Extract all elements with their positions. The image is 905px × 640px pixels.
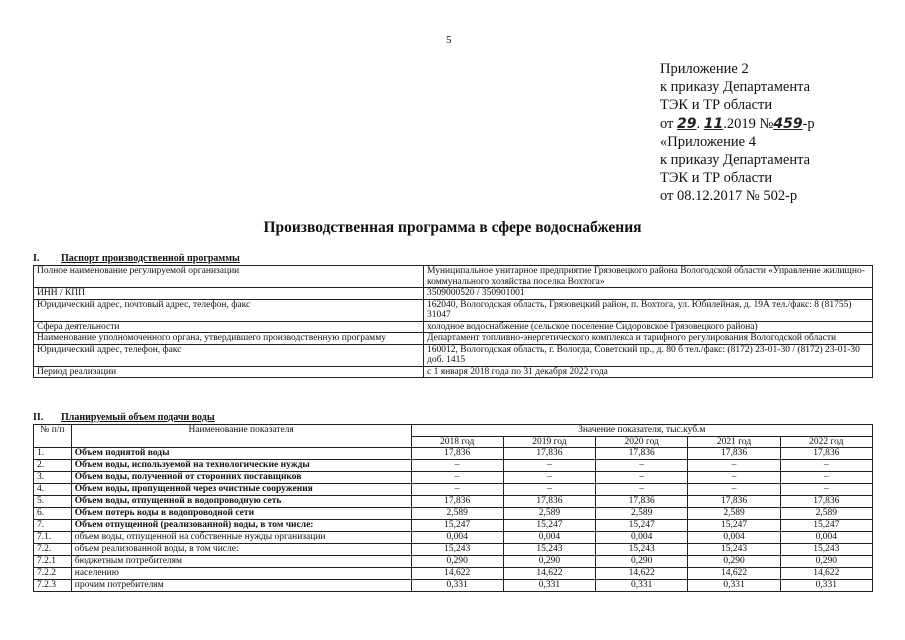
row-value: – xyxy=(780,472,872,484)
year-header: 2022 год xyxy=(780,436,872,448)
row-value: 2,589 xyxy=(688,508,780,520)
passport-table xyxy=(33,265,873,378)
annex-line-1: Приложение 2 xyxy=(660,61,749,77)
passport-value: Департамент топливно-энергетического комплекса и тарифного регулирования Вологодской области xyxy=(424,333,873,345)
row-value: 2,589 xyxy=(596,508,688,520)
passport-key: Юридический адрес, телефон, факс xyxy=(34,344,424,366)
row-name: Объем воды, используемой на технологические нужды xyxy=(71,460,411,472)
annex-line-7: ТЭК и ТР области xyxy=(660,170,773,187)
year-header: 2018 год xyxy=(411,436,503,448)
col-name-header: Наименование показателя xyxy=(71,425,411,448)
row-value: – xyxy=(780,484,872,496)
row-name: бюджетным потребителям xyxy=(71,556,411,568)
section-1-heading xyxy=(33,253,240,264)
annex-block xyxy=(660,60,815,206)
row-name: Объем воды, полученной от сторонних поставщиков xyxy=(71,472,411,484)
year-header: 2019 год xyxy=(503,436,595,448)
water-volume-table xyxy=(33,424,873,592)
table-row xyxy=(34,508,873,520)
row-value: 15,243 xyxy=(688,544,780,556)
row-value: 15,243 xyxy=(411,544,503,556)
row-name: объем воды, отпущенной на собственные нужды организации xyxy=(71,532,411,544)
section-1-number: I. xyxy=(33,253,40,264)
table-row xyxy=(34,460,873,472)
row-value: 0,331 xyxy=(780,580,872,592)
table-row xyxy=(34,532,873,544)
annex-order-suffix: -р xyxy=(802,115,815,132)
row-number: 7.2.1 xyxy=(34,556,72,568)
row-value: 2,589 xyxy=(780,508,872,520)
annex-date-sep: . xyxy=(696,115,701,132)
table-row xyxy=(34,556,873,568)
row-value: 14,622 xyxy=(411,568,503,580)
row-value: 17,836 xyxy=(688,448,780,460)
passport-key: Юридический адрес, почтовый адрес, телефон, факс xyxy=(34,299,424,321)
row-name: Объем потерь воды в водопроводной сети xyxy=(71,508,411,520)
row-value: 0,331 xyxy=(411,580,503,592)
row-value: – xyxy=(411,460,503,472)
passport-value: 162040, Вологодская область, Грязовецкий район, п. Вохтога, ул. Юбилейная, д. 19А тел./факс: 8 (81755) 31047 xyxy=(424,299,873,321)
table-row xyxy=(34,544,873,556)
passport-key: Полное наименование регулируемой организации xyxy=(34,266,424,288)
passport-value: Муниципальное унитарное предприятие Грязовецкого района Вологодской области «Управление жилищно-коммунального хозяйства поселка Вохтога» xyxy=(424,266,873,288)
row-value: – xyxy=(503,460,595,472)
annex-date-year: .2019 № xyxy=(723,115,774,132)
row-value: 0,004 xyxy=(780,532,872,544)
table-row xyxy=(34,496,873,508)
row-value: 17,836 xyxy=(503,496,595,508)
row-value: 0,290 xyxy=(688,556,780,568)
section-2-number: II. xyxy=(33,412,44,423)
row-name: Объем воды, пропущенной через очистные сооружения xyxy=(71,484,411,496)
row-value: 15,243 xyxy=(503,544,595,556)
annex-line-2: к приказу Департамента xyxy=(660,79,811,96)
col-values-header: Значение показателя, тыс.куб.м xyxy=(411,425,872,437)
row-value: 0,331 xyxy=(688,580,780,592)
row-value: 0,004 xyxy=(688,532,780,544)
row-name: Объем воды, отпущенной в водопроводную сеть xyxy=(71,496,411,508)
row-name: населению xyxy=(71,568,411,580)
row-number: 7.2. xyxy=(34,544,72,556)
section-1-title: Паспорт производственной программы xyxy=(61,253,240,264)
row-value: 15,247 xyxy=(780,520,872,532)
table-row xyxy=(34,520,873,532)
row-number: 1. xyxy=(34,448,72,460)
row-value: – xyxy=(688,460,780,472)
document-title: Производственная программа в сфере водоснабжения xyxy=(263,219,642,236)
row-number: 7.1. xyxy=(34,532,72,544)
row-value: 0,290 xyxy=(411,556,503,568)
handwritten-month: 11 xyxy=(703,115,724,132)
row-value: 17,836 xyxy=(411,496,503,508)
section-2-heading xyxy=(33,412,215,423)
passport-value: холодное водоснабжение (сельское поселение Сидоровское Грязовецкого района) xyxy=(424,321,873,333)
row-value: 2,589 xyxy=(503,508,595,520)
passport-value: 160012, Вологодская область, г. Вологда, Советский пр., д. 80 б тел./факс: (8172) 23-01-30 / (8172) 23-01-30 доб. 1415 xyxy=(424,344,873,366)
row-name: прочим потребителям xyxy=(71,580,411,592)
row-number: 7.2.3 xyxy=(34,580,72,592)
annex-line-8: от 08.12.2017 № 502-р xyxy=(660,188,798,205)
row-value: 14,622 xyxy=(688,568,780,580)
row-value: 17,836 xyxy=(688,496,780,508)
section-2-title: Планируемый объем подачи воды xyxy=(61,412,215,423)
passport-row xyxy=(34,366,873,378)
row-value: 15,243 xyxy=(596,544,688,556)
row-value: 14,622 xyxy=(503,568,595,580)
row-value: 0,331 xyxy=(596,580,688,592)
row-value: 0,004 xyxy=(503,532,595,544)
annex-line-3: ТЭК и ТР области xyxy=(660,97,773,114)
passport-key: Сфера деятельности xyxy=(34,321,424,333)
row-value: 17,836 xyxy=(780,448,872,460)
row-number: 2. xyxy=(34,460,72,472)
table-row xyxy=(34,448,873,460)
row-number: 7. xyxy=(34,520,72,532)
table-row xyxy=(34,472,873,484)
row-value: 17,836 xyxy=(411,448,503,460)
row-number: 3. xyxy=(34,472,72,484)
table-row xyxy=(34,568,873,580)
row-value: – xyxy=(503,484,595,496)
row-value: – xyxy=(780,460,872,472)
annex-line-4 xyxy=(660,115,815,133)
row-value: 0,004 xyxy=(411,532,503,544)
handwritten-order-number: 459 xyxy=(773,115,803,132)
row-value: 0,290 xyxy=(503,556,595,568)
row-value: – xyxy=(596,460,688,472)
passport-value: с 1 января 2018 года по 31 декабря 2022 года xyxy=(424,366,873,378)
row-number: 7.2.2 xyxy=(34,568,72,580)
row-value: – xyxy=(688,484,780,496)
page-number: 5 xyxy=(446,34,452,46)
row-value: – xyxy=(596,484,688,496)
passport-row xyxy=(34,333,873,345)
row-value: 17,836 xyxy=(503,448,595,460)
col-number-header: № п/п xyxy=(34,425,72,448)
row-number: 4. xyxy=(34,484,72,496)
passport-key: Период реализации xyxy=(34,366,424,378)
row-value: – xyxy=(411,484,503,496)
row-name: Объем отпущенной (реализованной) воды, в том числе: xyxy=(71,520,411,532)
row-value: – xyxy=(411,472,503,484)
row-value: 0,290 xyxy=(596,556,688,568)
row-value: – xyxy=(503,472,595,484)
row-value: 15,247 xyxy=(688,520,780,532)
row-value: 15,247 xyxy=(411,520,503,532)
table-row xyxy=(34,580,873,592)
passport-value: 3509000520 / 350901001 xyxy=(424,288,873,300)
passport-row xyxy=(34,344,873,366)
row-value: 15,247 xyxy=(503,520,595,532)
year-header: 2020 год xyxy=(596,436,688,448)
row-value: 0,004 xyxy=(596,532,688,544)
row-number: 6. xyxy=(34,508,72,520)
row-value: – xyxy=(688,472,780,484)
passport-row xyxy=(34,288,873,300)
annex-date-prefix: от xyxy=(660,115,674,132)
handwritten-day: 29 xyxy=(677,115,697,132)
row-value: 15,243 xyxy=(780,544,872,556)
annex-line-6: к приказу Департамента xyxy=(660,152,811,169)
row-value: 17,836 xyxy=(596,496,688,508)
row-value: 17,836 xyxy=(596,448,688,460)
passport-row xyxy=(34,266,873,288)
row-value: 0,331 xyxy=(503,580,595,592)
year-header: 2021 год xyxy=(688,436,780,448)
passport-key: Наименование уполномоченного органа, утвердившего производственную программу xyxy=(34,333,424,345)
row-value: 14,622 xyxy=(596,568,688,580)
row-number: 5. xyxy=(34,496,72,508)
passport-row xyxy=(34,321,873,333)
row-value: 2,589 xyxy=(411,508,503,520)
row-name: Объем поднятой воды xyxy=(71,448,411,460)
annex-line-5: «Приложение 4 xyxy=(660,133,756,150)
passport-key: ИНН / КПП xyxy=(34,288,424,300)
row-value: 15,247 xyxy=(596,520,688,532)
row-value: 14,622 xyxy=(780,568,872,580)
table-row xyxy=(34,484,873,496)
row-value: 0,290 xyxy=(780,556,872,568)
row-value: 17,836 xyxy=(780,496,872,508)
passport-row xyxy=(34,299,873,321)
row-value: – xyxy=(596,472,688,484)
row-name: объем реализованной воды, в том числе: xyxy=(71,544,411,556)
